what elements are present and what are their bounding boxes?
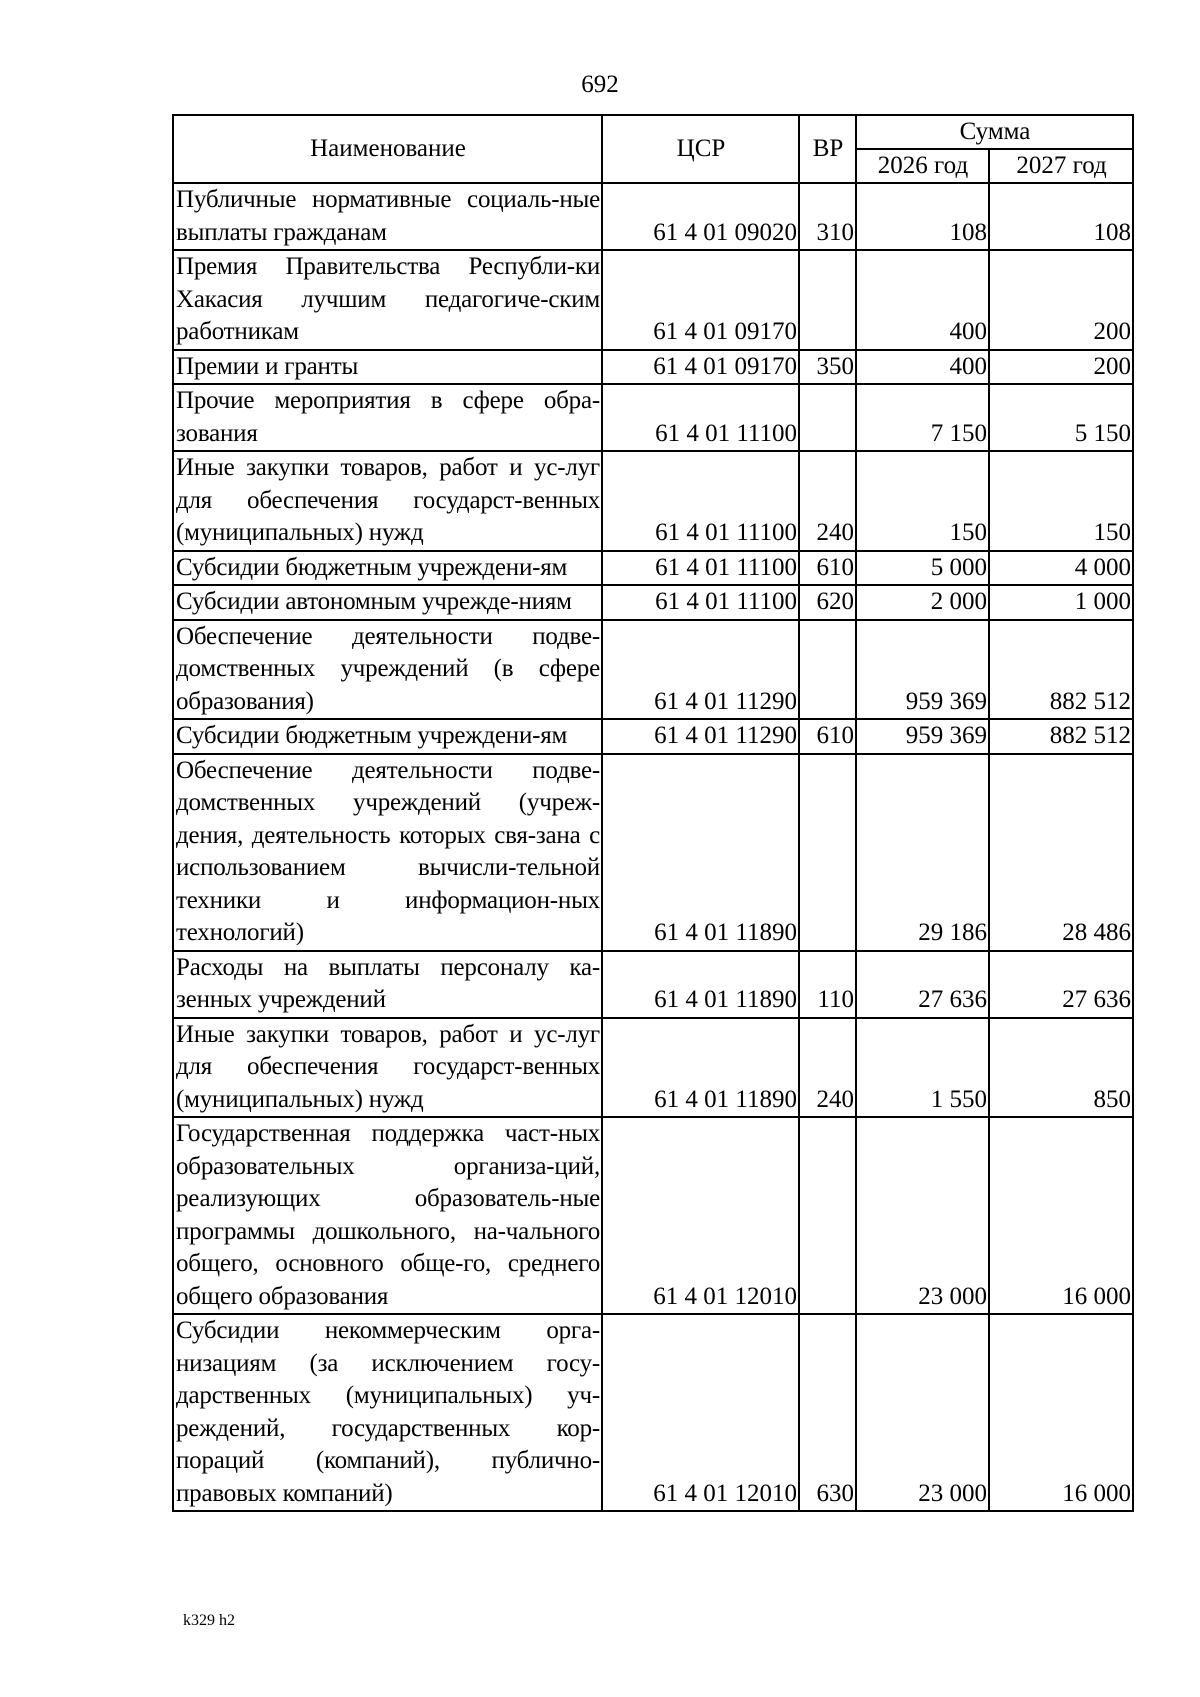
row-name: Иные закупки товаров, работ и ус-луг для обеспечения государст-венных (муниципальных) нужд [173, 1018, 602, 1118]
row-sum-2026: 7 150 [856, 384, 989, 451]
row-csr: 61 4 01 11100 [602, 451, 799, 551]
row-name: Субсидии бюджетным учреждени-ям [173, 551, 602, 586]
row-csr: 61 4 01 09170 [602, 350, 799, 385]
row-csr: 61 4 01 11290 [602, 620, 799, 720]
row-vr [799, 384, 856, 451]
row-vr [799, 754, 856, 951]
row-name: Прочие мероприятия в сфере обра-зования [173, 384, 602, 451]
table-row [173, 1117, 1133, 1314]
row-sum-2026: 27 636 [856, 951, 989, 1018]
header-csr: ЦСР [602, 115, 799, 183]
row-csr: 61 4 01 12010 [602, 1314, 799, 1511]
header-name: Наименование [173, 115, 602, 183]
row-csr: 61 4 01 11890 [602, 754, 799, 951]
table-row [173, 350, 1133, 385]
table-row [173, 620, 1133, 720]
row-csr: 61 4 01 11100 [602, 551, 799, 586]
row-sum-2026: 108 [856, 183, 989, 250]
row-sum-2027: 28 486 [989, 754, 1133, 951]
table-row [173, 183, 1133, 250]
table-row [173, 951, 1133, 1018]
page-number: 692 [581, 71, 619, 98]
header-year-2027: 2027 год [989, 149, 1133, 183]
row-csr: 61 4 01 11100 [602, 585, 799, 620]
row-name: Обеспечение деятельности подве-домственных учреждений (учреж-дения, деятельность которых свя-зана с использованием вычисли-тельной техники и информацион-ных технологий) [173, 754, 602, 951]
row-sum-2026: 2 000 [856, 585, 989, 620]
budget-table [172, 114, 1134, 1512]
table-body [173, 183, 1133, 1511]
row-sum-2027: 1 000 [989, 585, 1133, 620]
row-name: Премии и гранты [173, 350, 602, 385]
row-csr: 61 4 01 12010 [602, 1117, 799, 1314]
row-csr: 61 4 01 11890 [602, 951, 799, 1018]
header-year-2026: 2026 год [856, 149, 989, 183]
row-sum-2027: 882 512 [989, 620, 1133, 720]
row-vr: 110 [799, 951, 856, 1018]
row-name: Расходы на выплаты персоналу ка-зенных учреждений [173, 951, 602, 1018]
row-name: Публичные нормативные социаль-ные выплаты гражданам [173, 183, 602, 250]
row-sum-2027: 108 [989, 183, 1133, 250]
footer-code: k329 h2 [183, 1612, 235, 1629]
row-vr [799, 250, 856, 350]
row-vr: 240 [799, 1018, 856, 1118]
row-name: Иные закупки товаров, работ и ус-луг для обеспечения государст-венных (муниципальных) нужд [173, 451, 602, 551]
row-csr: 61 4 01 09020 [602, 183, 799, 250]
table-row [173, 250, 1133, 350]
row-vr: 610 [799, 719, 856, 754]
table-header [173, 115, 1133, 183]
row-vr [799, 1117, 856, 1314]
header-sum: Сумма [856, 115, 1133, 149]
row-sum-2026: 29 186 [856, 754, 989, 951]
row-sum-2027: 850 [989, 1018, 1133, 1118]
row-vr [799, 620, 856, 720]
row-name: Премия Правительства Республи-ки Хакасия лучшим педагогиче-ским работникам [173, 250, 602, 350]
row-sum-2026: 959 369 [856, 719, 989, 754]
table-row [173, 384, 1133, 451]
row-csr: 61 4 01 11290 [602, 719, 799, 754]
row-vr: 240 [799, 451, 856, 551]
table-row [173, 451, 1133, 551]
row-csr: 61 4 01 11100 [602, 384, 799, 451]
table-row [173, 754, 1133, 951]
row-vr: 610 [799, 551, 856, 586]
row-sum-2027: 4 000 [989, 551, 1133, 586]
table-row [173, 551, 1133, 586]
table-row [173, 585, 1133, 620]
row-sum-2026: 959 369 [856, 620, 989, 720]
row-vr: 630 [799, 1314, 856, 1511]
row-sum-2027: 16 000 [989, 1314, 1133, 1511]
row-name: Обеспечение деятельности подве-домственных учреждений (в сфере образования) [173, 620, 602, 720]
row-sum-2027: 882 512 [989, 719, 1133, 754]
row-sum-2026: 400 [856, 250, 989, 350]
row-sum-2026: 400 [856, 350, 989, 385]
table-row [173, 1018, 1133, 1118]
row-sum-2027: 5 150 [989, 384, 1133, 451]
row-sum-2027: 150 [989, 451, 1133, 551]
row-name: Государственная поддержка част-ных образовательных организа-ций, реализующих образователь-ные программы дошкольного, на-чального общего, основного обще-го, среднего общего образования [173, 1117, 602, 1314]
row-name: Субсидии бюджетным учреждени-ям [173, 719, 602, 754]
row-sum-2027: 200 [989, 250, 1133, 350]
row-sum-2026: 23 000 [856, 1314, 989, 1511]
row-sum-2026: 5 000 [856, 551, 989, 586]
row-vr: 350 [799, 350, 856, 385]
row-sum-2027: 16 000 [989, 1117, 1133, 1314]
row-csr: 61 4 01 09170 [602, 250, 799, 350]
table-row [173, 719, 1133, 754]
row-sum-2027: 27 636 [989, 951, 1133, 1018]
row-sum-2027: 200 [989, 350, 1133, 385]
row-sum-2026: 23 000 [856, 1117, 989, 1314]
row-csr: 61 4 01 11890 [602, 1018, 799, 1118]
row-name: Субсидии некоммерческим орга-низациям (за исключением госу-дарственных (муниципальных) уч-реждений, государственных кор-пораций (компаний), публично-правовых компаний) [173, 1314, 602, 1511]
row-name: Субсидии автономным учрежде-ниям [173, 585, 602, 620]
row-sum-2026: 150 [856, 451, 989, 551]
table-row [173, 1314, 1133, 1511]
header-vr: ВР [799, 115, 856, 183]
row-vr: 310 [799, 183, 856, 250]
row-vr: 620 [799, 585, 856, 620]
row-sum-2026: 1 550 [856, 1018, 989, 1118]
